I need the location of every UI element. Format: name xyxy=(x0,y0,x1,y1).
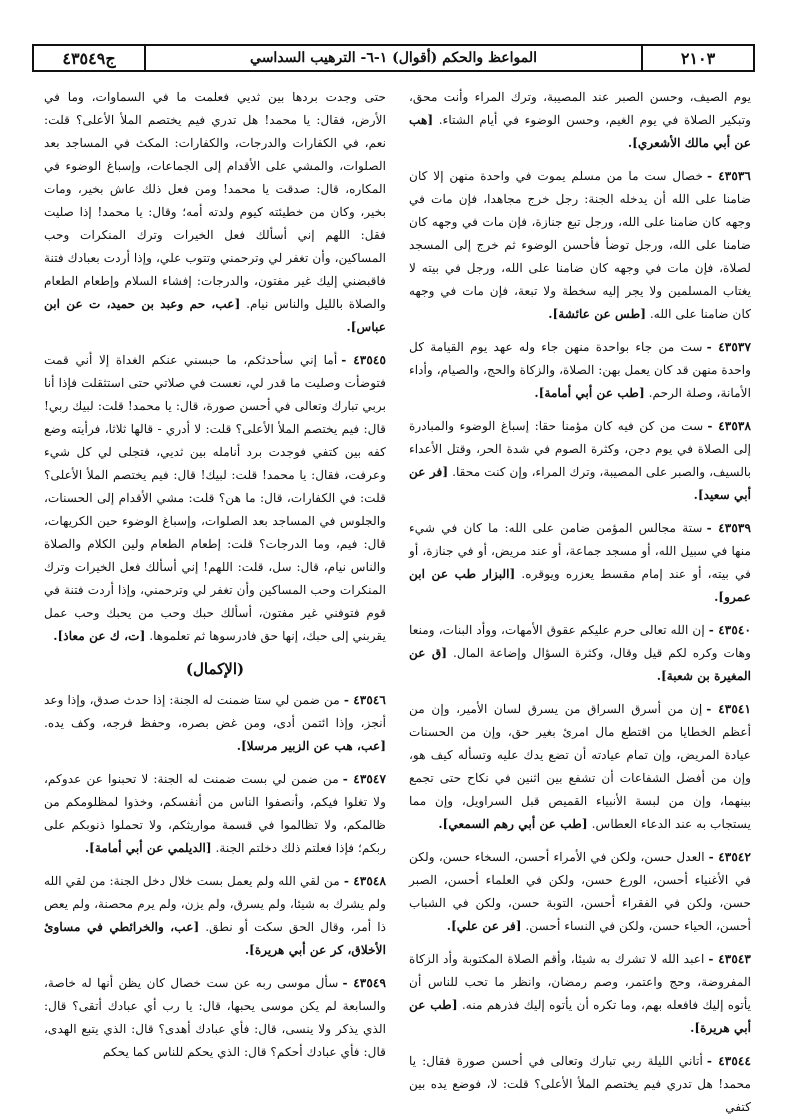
hadith-text: أتاني الليلة ربي تبارك وتعالى في أحسن صورة فقال: يا محمد! هل تدري فيم يختصم الملأ الأعلى؟ قلت: لا، فوضع يده بين كتفي xyxy=(409,1054,751,1114)
hadith-text: ستة مجالس المؤمن ضامن على الله: ما كان في شيء منها في سبيل الله، أو مسجد جماعة، أو عند مريض، أو في جنازة، أو في بيته، أو عند إمام مقسط يعزره ويوقره. xyxy=(409,521,752,581)
source-reference: [عب، هب عن الزبير مرسلا]. xyxy=(236,739,386,753)
hadith-entry xyxy=(44,972,386,1064)
hadith-entry xyxy=(44,689,386,758)
hadith-number: ٤٣٥٤٦ - xyxy=(343,693,386,707)
hadith-entry xyxy=(409,698,751,836)
hadith-number: ٤٣٥٤٩ - xyxy=(342,976,386,990)
hadith-text: إن الله تعالى حرم عليكم عقوق الأمهات، ووأد البنات، ومنعا وهات وكره لكم قيل وقال، وكثرة السؤال وإضاعة المال. xyxy=(409,623,751,660)
hadith-entry xyxy=(409,948,751,1040)
hadith-number: ٤٣٥٤٤ - xyxy=(706,1054,751,1068)
source-reference: [البزار طب عن ابن عمرو]. xyxy=(409,567,751,604)
right-column xyxy=(409,86,752,1114)
hadith-text: العدل حسن، ولكن في الأمراء أحسن، السخاء حسن، ولكن في الأغنياء أحسن، الورع حسن، ولكن في العلماء أحسن، الصبر حسن، ولكن في الفقراء أحسن، التوبة حسن، ولكن في الشباب أحسن، الحياء حسن، ولكن في النساء أحسن. xyxy=(409,850,751,933)
hadith-text: من ضمن لي بست ضمنت له الجنة: لا تحبنوا عن عدوكم، ولا تغلوا فيكم، وأنصفوا الناس من أنفسكم، وخذوا لمظلومكم من ظالمكم، ولا تظالموا في قسمة مواريثكم، ولا تحملوا ذنوبكم على ربكم؛ فإذا فعلتم ذلك دخلتم الجنة. xyxy=(44,772,386,855)
page-number: ٢١٠٣ xyxy=(641,46,753,70)
source-reference: [ق عن المغيرة بن شعبة]. xyxy=(409,646,751,683)
source-reference: [الديلمي عن أبي أمامة]. xyxy=(84,841,212,855)
hadith-entry xyxy=(409,415,751,507)
hadith-number: ٤٣٥٤٣ - xyxy=(708,952,751,966)
hadith-number: ٤٣٥٤١ - xyxy=(706,702,751,716)
source-reference: [عب، والخرائطي في مساوئ الأخلاق، كر عن أبي هريرة]. xyxy=(44,920,386,957)
running-title: المواعظ والحكم (أقوال) ١-٦- الترهيب السداسي xyxy=(250,50,537,66)
source-reference: [طب عن أبي أمامة]. xyxy=(534,386,645,400)
source-reference: [عب، حم وعبد بن حميد، ت عن ابن عباس]. xyxy=(44,297,386,334)
hadith-entry xyxy=(409,86,751,155)
hadith-entry xyxy=(409,846,751,938)
hadith-text: يوم الصيف، وحسن الصبر عند المصيبة، وترك المراء وأنت محق، وتبكير الصلاة في يوم الغيم، وحسن الوضوء في أيام الشتاء. xyxy=(409,90,752,127)
hadith-number: ٤٣٥٤٠ - xyxy=(708,623,751,637)
hadith-entry xyxy=(409,619,751,688)
hadith-text: ست من كن فيه كان مؤمنا حقا: إسباغ الوضوء والمبادرة إلى الصلاة في يوم دجن، وكثرة الصوم في شدة الحر، وقتل الأعداء بالسيف، والصبر على المصيبة، وترك المراء، وإن كنت محقا. xyxy=(409,419,752,479)
hadith-number: ٤٣٥٣٧ - xyxy=(706,340,751,354)
source-reference: [طب عن أبي رهم السمعي]. xyxy=(438,817,588,831)
hadith-number: ٤٣٥٤٨ - xyxy=(343,874,386,888)
left-column xyxy=(44,86,386,1098)
source-reference: [فر عن أبي سعيد]. xyxy=(409,465,751,502)
hadith-entry xyxy=(409,165,751,326)
hadith-text: خصال ست ما من مسلم يموت في واحدة منهن إلا كان ضامنا على الله أن يدخله الجنة: رجل خرج مجاهدا، فإن مات في وجهه كان ضامنا على الله، ورجل تبع جنازة، فإن مات في وجهه كان ضامنا على الله، ورجل توضأ فأحسن الوضوء ثم خرج إلى المسجد لصلاة، فإن مات في وجهه كان ضامنا على الله، ورجل في بيته لا يغتاب المسلمين ولا يجر إليه سخطة ولا تبعة، فإن مات في وجهه كان ضامنا على الله. xyxy=(409,169,751,321)
hadith-text: إن من أسرق السراق من يسرق لسان الأمير، وإن من أعظم الخطايا من اقتطع مال امرئ بغير حق، وإن من الحسنات عيادة المريض، وإن تمام عيادته أن تضع يدك عليه وتسأله كيف هو، وإن من أفضل الشفاعات أن تشفع بين اثنين في نكاح حتى تجمع بينهما، وإن من لبسة الأنبياء القميص قبل السراويل، وإن مما يستجاب به عند الدعاء العطاس. xyxy=(409,702,751,831)
hadith-text: ست من جاء بواحدة منهن جاء وله عهد يوم القيامة كل واحدة منهن قد كان يعمل بهن: الصلاة، والزكاة والحج، والصيام، وأداء الأمانة، وصلة الرحم. xyxy=(409,340,751,400)
hadith-number: ٤٣٥٣٨ - xyxy=(707,419,751,433)
hadith-text: اعبد الله لا تشرك به شيئا، وأقم الصلاة المكتوبة وأد الزكاة المفروضة، وحج واعتمر، وصم رمضان، وانظر ما تحب للناس أن يأتوه إليك فافعله بهم، وما تكره أن يأتوه إليك فذرهم منه. xyxy=(409,952,751,1012)
source-reference: [فر عن علي]. xyxy=(446,919,522,933)
hadith-number: ٤٣٥٤٥ - xyxy=(341,353,386,367)
hadith-number: ٤٣٥٣٦ - xyxy=(707,169,751,183)
hadith-number: ٤٣٥٤٢ - xyxy=(708,850,751,864)
hadith-text: من ضمن لي ستا ضمنت له الجنة: إذا حدث صدق، وإذا وعد أنجز، وإذا ائتمن أدى، ومن غض بصره، وحفظ فرجه، وكف يده. xyxy=(44,693,386,730)
section-heading: (الإكمال) xyxy=(185,660,245,678)
source-reference: [هب عن أبي مالك الأشعري]. xyxy=(409,113,751,150)
hadith-entry xyxy=(44,768,386,860)
hadith-entry xyxy=(409,336,751,405)
hadith-number: ٤٣٥٣٩ - xyxy=(706,521,751,535)
hadith-text: حتى وجدت بردها بين ثديي فعلمت ما في السماوات، وما في الأرض، فقال: يا محمد! هل تدري فيم يختصم الملأ الأعلى؟ قلت: نعم، في الكفارات والدرجات، والكفارات: المكث في المساجد بعد الصلوات، والمشي على الأقدام إلى الجماعات، وإسباغ الوضوء في المكاره، قال: صدقت يا محمد! ومن فعل ذلك عاش بخير، ومات بخير، وكان من خطيئته كيوم ولدته أمه؛ وقال: يا محمد! إذا صليت فقل: اللهم إني أسألك فعل الخيرات وترك المنكرات وحب المساكين، وأن تغفر لي وترحمني وتتوب علي، وإذا أردت بعبادك فتنة فاقبضني إليك غير مفتون، والدرجات: إفشاء السلام وإطعام الطعام والصلاة بالليل والناس نيام. xyxy=(44,90,387,311)
hadith-entry xyxy=(44,86,386,339)
source-reference: [طس عن عائشة]. xyxy=(548,307,647,321)
hadith-entry xyxy=(44,349,386,648)
hadith-number: ٤٣٥٤٧ - xyxy=(342,772,387,786)
source-reference: [طب عن أبي هريرة]. xyxy=(409,998,751,1035)
source-reference: [ت، ك عن معاذ]. xyxy=(53,629,146,643)
hadith-entry xyxy=(409,1050,751,1119)
volume-reference: ج٤٣٥٤٩ xyxy=(34,46,146,70)
hadith-text: سأل موسى ربه عن ست خصال كان يظن أنها له خاصة، والسابعة لم يكن موسى يحبها، قال: يا رب أي عبادك أتقى؟ قال: الذي يذكر ولا ينسى، قال: فأي عبادك أهدى؟ قال: الذي يتبع الهدى، قال: فأي عبادك أحكم؟ قال: الذي يحكم للناس كما يحكم xyxy=(44,976,386,1059)
hadith-entry xyxy=(409,517,751,609)
hadith-entry xyxy=(44,870,386,962)
hadith-text: من لقي الله ولم يعمل بست خلال دخل الجنة: من لقي الله ولم يشرك به شيئا، ولم يسرق، ولم يزن، ولم يرم محصنة، ولم يعص ذا أمر، وقال الحق سكت أو نطق. xyxy=(44,874,387,934)
hadith-text: أما إني سأحدثكم، ما حبسني عنكم الغداة إلا أني قمت فتوضأت وصليت ما قدر لي، نعست في صلاتي حتى استثقلت فإذا أنا بربي تبارك وتعالى في أحسن صورة، قال: يا محمد! قلت: لبيك ربي! قال: فيم يختصم الملأ الأعلى؟ قلت: لا أدري - قالها ثلاثا، فرأيته وضع كفه بين كتفي فوجدت برد أنامله بين ثديي، فتجلى لي كل شيء وعرفت، فقال: يا محمد! قلت: لبيك! قال: فيم يختصم الملأ الأعلى؟ قلت: في الكفارات، قال: ما هن؟ قلت: مشي الأقدام إلى الحسنات، والجلوس في المساجد بعد الصلوات، وإسباغ الوضوء حين الكريهات، قال: فيم، وما الدرجات؟ قلت: إطعام الطعام ولين الكلام والصلاة والناس نيام، قال: سل، قلت: اللهم! إني أسألك فعل الخيرات وترك المنكرات وحب المساكين وأن تغفر لي وترحمني، وإذا أردت فتنة في قوم فتوفني غير مفتون، أسألك حبك وحب من يحبك وحب عمل يقربني إلى حبك، إنها حق فادرسوها ثم تعلموها. xyxy=(44,353,386,643)
page-header xyxy=(32,44,755,72)
